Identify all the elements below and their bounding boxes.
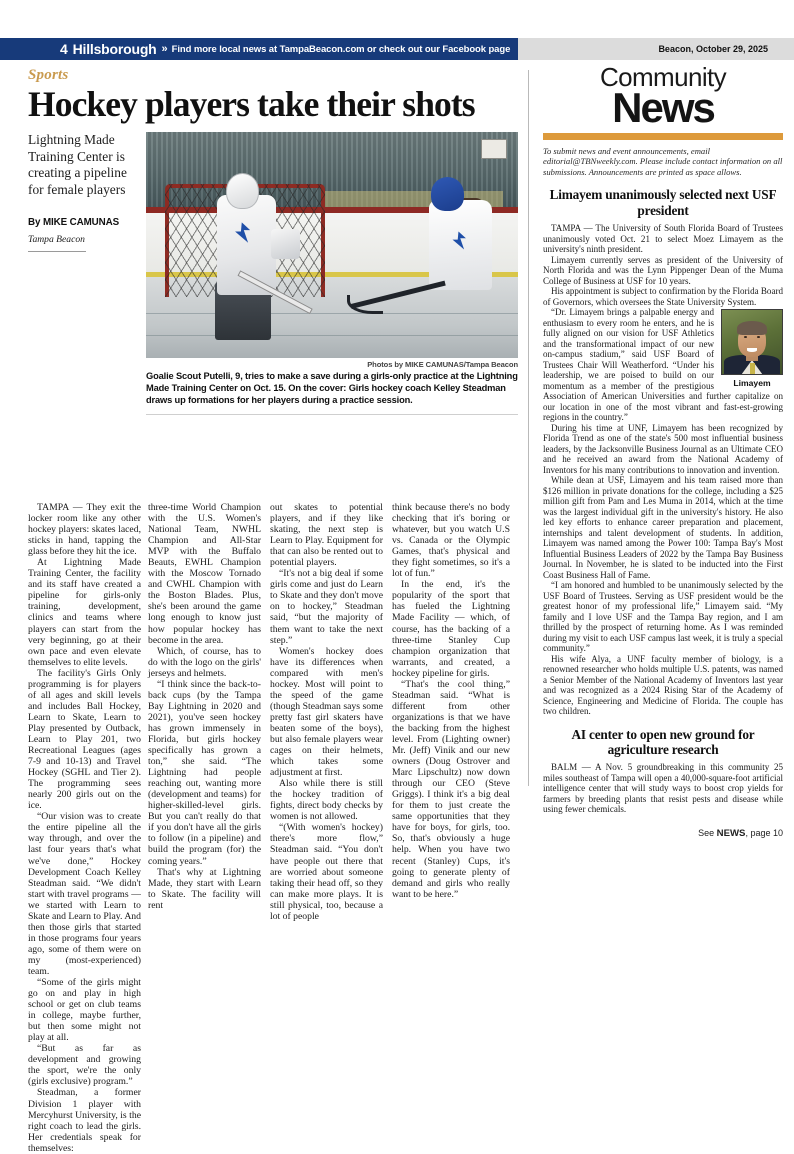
story-column-3 <box>270 502 383 922</box>
orange-rule <box>543 133 783 140</box>
paragraph: TAMPA — They exit the locker room like any other hockey players: skates laced, sticks in hand, tapping the glass before they hit the ice. <box>28 502 141 558</box>
folio-promo-text: Find more local news at TampaBeacon.com or check out our Facebook page <box>171 43 511 55</box>
paragraph: think because there's no body checking that it's boring or whatever, but you watch U.S vs. Canada or the Olympic Games, that's physical and they fight sometimes, so it's a lot of fun.” <box>392 502 510 580</box>
paragraph: At Lightning Made Training Center, the facility and its staff have created a pipeline for girls-only training, development, clinics and teams where players can start from the very beginning, go at their own pace and even elevate themselves to elite levels. <box>28 557 141 668</box>
mugshot-caption: Limayem <box>733 378 771 389</box>
story-column-2 <box>148 502 261 922</box>
paragraph: “Some of the girls might go on and play in high school or get on club teams in college, maybe further, but then some might not play at all. <box>28 977 141 1044</box>
logo-line-community: Community <box>599 62 727 92</box>
folio-page-number: 4 <box>60 41 68 57</box>
jump-line <box>543 828 783 839</box>
paragraph: “(With women's hockey) there's more flow,” Steadman said. “You don't have people out there that are worried about someone taking their head off, so they can make more plays. It is still physical, too, because a lot of people <box>270 822 383 922</box>
article-headline-2: AI center to open new ground for agriculture research <box>571 726 755 757</box>
jump-label: NEWS <box>716 827 746 839</box>
folio-section-name: Hillsborough <box>72 41 157 57</box>
deck-column <box>28 132 140 257</box>
mugshot-photo-limayem <box>721 309 783 375</box>
mugshot-block <box>721 309 783 388</box>
article-body-2 <box>543 762 783 815</box>
folio-left <box>0 38 518 60</box>
paragraph: three-time World Champion with the U.S. Women's National Team, NWHL Champion and All-Star MVP with the Buffalo Beauts, EWHL Champion with the Moscow Tornado and CWHL Champion with the Boston Blades. Plus, she's been around the game long enough to know just how popular hockey has become in the area. <box>148 502 261 646</box>
article-headline-1: Limayem unanimously selected next USF president <box>549 187 777 218</box>
photo-credit: Photos by MIKE CAMUNAS/Tampa Beacon <box>367 360 518 369</box>
paragraph: “Our vision was to create the entire pipeline all the way through, and over the last four years that's what we've done,” Hockey Development Coach Kelley Steadman said. “We didn't start with travel programs — we started with Learn to Skate and Learn to Play. And then those girls that started in those programs four years ago, some of them were on my (most-experienced) team. <box>28 811 141 977</box>
paragraph: “That's the cool thing,” Steadman said. “What is different from other organizations is that we have the backing from the highest level. From (Lighting owner) Mr. (Jeff) Vinik and our new owners (Doug Ostrover and Marc Lipschultz) now down through our CEO (Steve Griggs). I think it's a big deal for them to just create the same opportunities that they have for boys, for girls, too. So, that's obviously a huge help. When you have two recent (Stanley) Cups, it's going to generate plenty of demand and girls who really want to be here.” <box>392 678 510 900</box>
story-column-1 <box>28 502 141 1154</box>
paragraph: BALM — A Nov. 5 groundbreaking in this community 25 miles southeast of Tampa will open a 40,000-square-foot artificial intelligence center that will study ways to boost crop yields for farmers by breeding plants that resist pests and disease while using fewer chemicals. <box>543 762 783 815</box>
article-body-1 <box>543 223 783 717</box>
submission-note: To submit news and event announcements, email editorial@TBNweekly.com. Please include contact information on all submissions. Announcements are printed as space allows. <box>543 146 783 177</box>
story-column-4 <box>392 502 510 922</box>
photo-caption: Goalie Scout Putelli, 9, tries to make a save during a girls-only practice at the Lightning Made Training Center on Oct. 15. On the cover: Girls hockey coach Kelley Steadman draws up formations for her players during a practice session. <box>146 371 518 406</box>
paragraph: “But as far as development and growing the sport, we're the only (girls exclusive) program.” <box>28 1043 141 1088</box>
paragraph: While dean at USF, Limayem and his team raised more than $126 million in private donations for the college, including a $25 million gift from Pam and Les Muma in 2014, which at the time was the largest individual gift in the university's history. He also led key efforts to enhance career preparation and placement, internships and talent development of students. In addition, Limayem was named among the Power 100: Tampa Bay's Most Influential Business Leaders of 2022 by the Tampa Bay Business Journal. In November, he is slated to be inducted into the First Coast Business Hall of Fame. <box>543 475 783 580</box>
paragraph: The facility's Girls Only programming is for players of all ages and skill levels and includes Ball Hockey, Learn to Skate, Learn to Play presented by Outback, Learn to Play 201, two Recreational Leagues (ages 7-9 and 10-13) and Travel Hockey (SGHL and Tier 2). The programming sees nearly 200 girls out on the ice. <box>28 667 141 812</box>
paragraph: That's why at Lightning Made, they start with Learn to Skate. The facility will rent <box>148 866 261 911</box>
paragraph: In the end, it's the popularity of the sport that has fueled the Lightning Made Facility — which, of course, has the backing of a three-time Stanley Cup champion organization that warrants, and created, a hockey pipeline for girls. <box>392 579 510 679</box>
paragraph: Limayem currently serves as president of the University of North Florida and was the Lynn Pippenger Dean of the Muma College of Business at USF for 10 years. <box>543 254 783 286</box>
folio-bar <box>0 38 794 60</box>
paragraph: Steadman, a former Division 1 player with Mercyhurst University, is the right coach to lead the girls. Her credentials speak for themselves: <box>28 1087 141 1154</box>
page-top-whitespace <box>0 0 794 36</box>
story-jump-columns <box>148 502 518 922</box>
paragraph: TAMPA — The University of South Florida Board of Trustees unanimously voted Oct. 21 to select Moez Limayem as the university's ninth president. <box>543 223 783 255</box>
paragraph: His appointment is subject to confirmation by the Florida Board of Governors, which oversees the State University System. <box>543 286 783 307</box>
column-divider <box>528 70 529 786</box>
community-news-logo <box>543 62 783 131</box>
paragraph: out skates to potential players, and if they like skating, the next step is Learn to Play. Equipment for that can also be rented out to potential players. <box>270 502 383 569</box>
rink-sign <box>481 139 507 159</box>
section-kicker: Sports <box>28 67 69 83</box>
sports-story <box>28 62 518 415</box>
paragraph: “It's not a big deal if some girls come and just do Learn to Skate and they don't move on to hockey,” Steadman said, “but the majority of them want to take the next step.” <box>270 568 383 646</box>
paragraph: Also while there is still the hockey tradition of fights, direct body checks by women is not allowed. <box>270 778 383 823</box>
hockey-practice-photo <box>146 132 518 358</box>
paragraph: During his time at UNF, Limayem has been recognized by Florida Trend as one of the state's 500 most influential business leaders, by the Jacksonville Business Journal as an Ultimate CEO and he received an award from the National Academy of Inventors for his many contributions to innovation and invention. <box>543 422 783 475</box>
folio-date: Beacon, October 29, 2025 <box>658 44 768 54</box>
deck-and-photo-row <box>28 132 518 415</box>
paragraph: “I am honored and humbled to be unanimously selected by the USF Board of Trustees. Serving as USF president would be the greatest honor of my professional life,” Limayem said. “My family and I love USF and the Tampa Bay region, and I am thrilled by the prospect of returning home. As I was reminded during my visit to each USF campus last week, it is truly a special community.” <box>543 580 783 654</box>
page-title: Hockey players take their shots <box>28 84 475 124</box>
page-body <box>0 62 794 1154</box>
paragraph: Women's hockey does have its differences when compared with men's hockey. Most will point to the speed of the game (though Steadman says some pretty fast girl skaters have beaten some of the boys), but also female players wear cages on their helmets, which takes some adjustment at first. <box>270 645 383 779</box>
chevron-right-icon: » <box>161 43 168 55</box>
lead-photo-block <box>146 132 518 415</box>
folio-right <box>518 38 794 60</box>
byline-author: By MIKE CAMUNAS <box>28 217 120 229</box>
paragraph: His wife Alya, a UNF faculty member of biology, is a renowned researcher who holds multiple U.S. patents, was named a Senior Member of the National Academy of Inventors last year and was recognized as a 2024 Rising Star of the Academy of Science, Engineering and Medicine of Florida. The couple has two children. <box>543 653 783 717</box>
story-deck: Lightning Made Training Center is creating a pipeline for female players <box>28 132 127 197</box>
caption-rule <box>146 414 518 415</box>
paragraph: “I think since the back-to-back cups (by the Tampa Bay Lightning in 2020 and 2021), you've seen hockey has grown immensely in Florida, but girls hockey specifically has grown a ton,” she said. “The Lightning had people reaching out, wanting more (development and teams) for higher-skilled-level girls. But you can't really do that if you don't have all the girls to follow (in a pipeline) and build the program (for) the coming years.” <box>148 678 261 867</box>
logo-line-news: News <box>612 84 714 131</box>
paragraph: “Dr. Limayem brings a palpable energy and enthusiasm to every room he enters, and he is fully aligned on our vision for USF Athletics and the transformational impact of our new on-campus stadium,” said USF Board of Trustees Chair Will Weatherford. “Under his leadership, we are poised to build on our momentum as a member of the prestigious Association of American Universities and further capitalize on our location in one of the most vibrant and fast-est-growing regions in the country.” <box>543 307 783 423</box>
jump-prefix: See <box>698 827 717 838</box>
jump-suffix: , page 10 <box>745 827 783 838</box>
community-news-section <box>543 62 783 839</box>
paragraph: Which, of course, has to do with the logo on the girls' jerseys and helmets. <box>148 645 261 679</box>
byline-organization: Tampa Beacon <box>28 232 86 252</box>
